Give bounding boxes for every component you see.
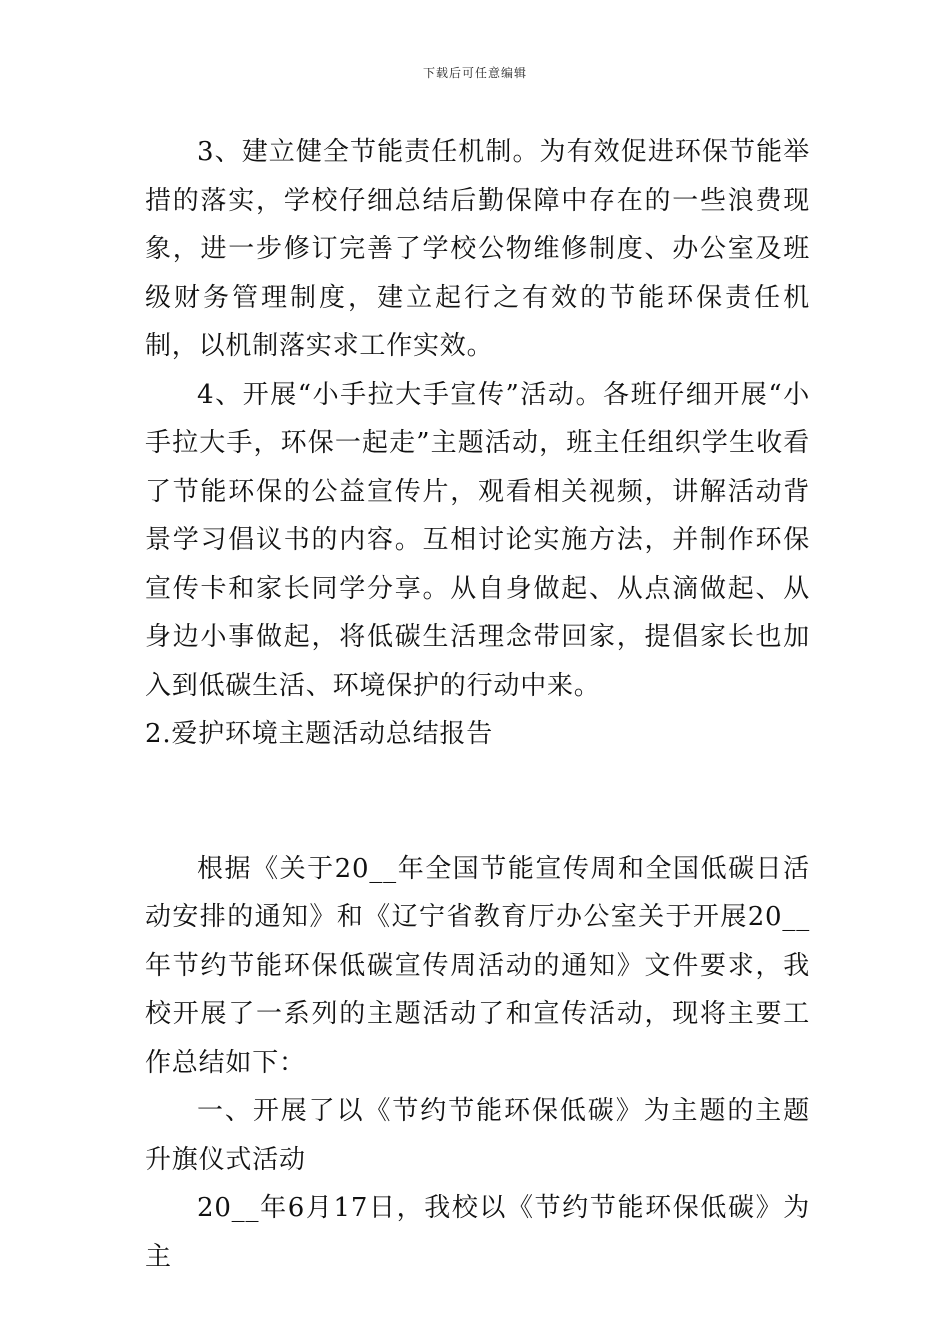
document-body [145, 128, 810, 1281]
section-heading: 2.爱护环境主题活动总结报告 [145, 719, 494, 749]
page-header: 下载后可任意编辑 [422, 66, 527, 80]
paragraph-energy-responsibility: 3、建立健全节能责任机制。为有效促进环保节能举措的落实，学校仔细总结后勤保障中存在的一些浪费现象，进一步修订完善了学校公物维修制度、办公室及班级财务管理制度，建立起行之有效的节能环保责任机制，以机制落实求工作实效。 [145, 137, 810, 361]
paragraph-flag-ceremony-title: 一、开展了以《节约节能环保低碳》为主题的主题升旗仪式活动 [145, 1096, 810, 1175]
paragraph-small-hands-campaign: 4、开展“小手拉大手宣传”活动。各班仔细开展“小手拉大手，环保一起走”主题活动，班主任组织学生收看了节能环保的公益宣传片，观看相关视频，讲解活动背景学习倡议书的内容。互相讨论实施方法，并制作环保宣传卡和家长同学分享。从自身做起、从点滴做起、从身边小事做起，将低碳生活理念带回家，提倡家长也加入到低碳生活、环境保护的行动中来。 [145, 379, 810, 701]
paragraph-flag-ceremony-date: 20__年6月17日，我校以《节约节能环保低碳》为主 [145, 1193, 810, 1272]
paragraph-notice-basis: 根据《关于20__年全国节能宣传周和全国低碳日活动安排的通知》和《辽宁省教育厅办公室关于开展20__年节约节能环保低碳宣传周活动的通知》文件要求，我校开展了一系列的主题活动了和宣传活动，现将主要工作总结如下： [145, 853, 810, 1078]
blank-gap [145, 759, 810, 845]
